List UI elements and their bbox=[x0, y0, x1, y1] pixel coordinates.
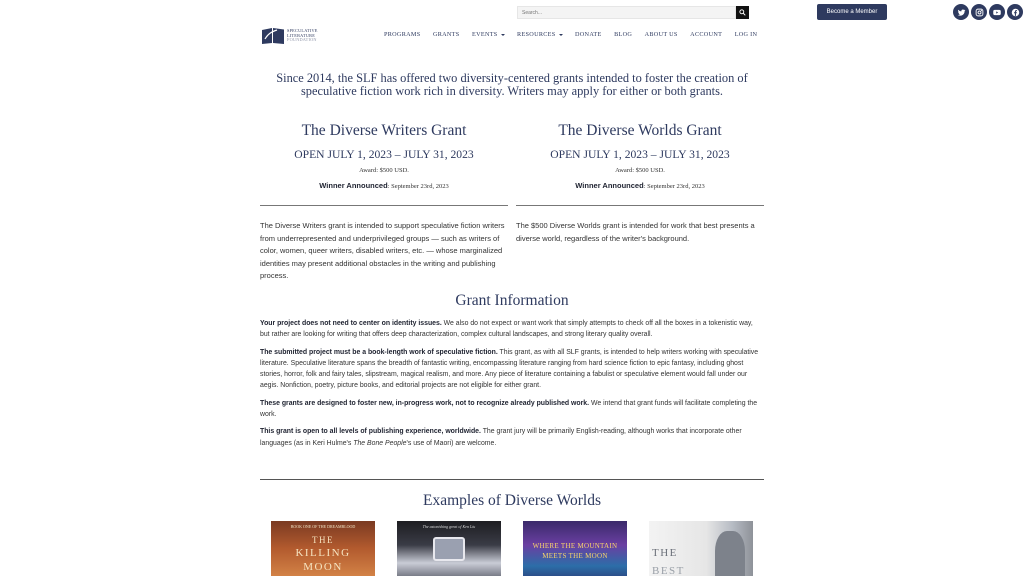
diverse-worlds-grant bbox=[516, 122, 764, 190]
diverse-writers-grant bbox=[260, 122, 508, 190]
examples-title: Examples of Diverse Worlds bbox=[423, 492, 601, 509]
nav-donate[interactable]: DONATE bbox=[575, 31, 602, 38]
grant-description: The Diverse Writers grant is intended to support speculative fiction writers from underrepresented and underprivileged groups — such as writers of color, women, queer writers, disabled writers, etc. — whose marginalized identities may present additional obstacles in the writing and publishing process. bbox=[260, 221, 505, 280]
youtube-icon[interactable] bbox=[989, 4, 1005, 20]
info-paragraph: These grants are designed to foster new, in-progress work, not to recognize already published work. We intend that grant funds will facilitate completing the work. bbox=[260, 399, 758, 419]
nav-events[interactable]: EVENTS bbox=[472, 31, 505, 38]
grant-title: The Diverse Writers Grant bbox=[301, 122, 467, 139]
grant-information-title: Grant Information bbox=[455, 292, 569, 309]
search-icon bbox=[739, 9, 746, 16]
logo-text: SPECULATIVE LITERATURE FOUNDATION bbox=[287, 28, 318, 43]
book-cover-ken-liu[interactable]: The astonishing great of Ken Liu bbox=[397, 521, 501, 576]
nav-grants[interactable]: GRANTS bbox=[432, 31, 460, 38]
intro-text: Since 2014, the SLF has offered two diversity-centered grants intended to foster the creation of speculative fiction work rich in diversity. Writers may apply for either or both grants. bbox=[276, 71, 748, 99]
become-member-button[interactable]: Become a Member bbox=[817, 4, 887, 20]
info-paragraph: This grant is open to all levels of publishing experience, worldwide. The grant jury will be primarily English-reading, although works that incorporate other languages (as in Keri Hulme's The Bone People's use of Maori) are welcome. bbox=[260, 428, 742, 447]
nav-programs[interactable]: PROGRAMS bbox=[384, 31, 421, 38]
divider bbox=[260, 205, 508, 206]
book-cover-the-best[interactable]: THE BEST bbox=[649, 521, 753, 576]
main-nav bbox=[384, 31, 770, 38]
grant-title: The Diverse Worlds Grant bbox=[558, 122, 722, 139]
info-paragraph: Your project does not need to center on identity issues. We also do not expect or want work that simply attempts to check off all the boxes in a tokenistic way, but rather are looking for writing that offers deep characterization, complex cultural landscapes, and strong literary quality overall. bbox=[260, 320, 753, 339]
nav-resources[interactable]: RESOURCES bbox=[517, 31, 562, 38]
chevron-down-icon bbox=[501, 34, 505, 36]
instagram-icon[interactable] bbox=[971, 4, 987, 20]
nav-account[interactable]: ACCOUNT bbox=[690, 31, 723, 38]
grant-award: Award: $500 USD. bbox=[359, 167, 409, 174]
search-input[interactable] bbox=[517, 6, 736, 19]
facebook-icon[interactable] bbox=[1007, 4, 1023, 20]
nav-log-in[interactable]: LOG IN bbox=[734, 31, 758, 38]
nav-blog[interactable]: BLOG bbox=[614, 31, 633, 38]
book-cover-where-the-mountain[interactable]: WHERE THE MOUNTAIN MEETS THE MOON bbox=[523, 521, 627, 576]
divider bbox=[260, 479, 764, 480]
book-covers bbox=[271, 521, 753, 576]
book-cover-killing-moon[interactable]: BOOK ONE OF THE DREAMBLOOD THE KILLING MOON bbox=[271, 521, 375, 576]
grant-description: The $500 Diverse Worlds grant is intended for work that best presents a diverse world, regardless of the writer's background. bbox=[516, 221, 755, 243]
divider bbox=[516, 205, 764, 206]
social-links bbox=[953, 4, 1023, 20]
search-bar bbox=[517, 6, 749, 19]
nav-about-us[interactable]: ABOUT US bbox=[644, 31, 678, 38]
book-logo-icon bbox=[261, 27, 285, 45]
search-button[interactable] bbox=[736, 6, 749, 19]
chevron-down-icon bbox=[559, 34, 563, 36]
grant-open-dates: OPEN JULY 1, 2023 – JULY 31, 2023 bbox=[294, 148, 474, 161]
site-logo[interactable] bbox=[261, 27, 318, 45]
grant-winner: Winner Announced: September 23rd, 2023 bbox=[319, 181, 449, 190]
grant-information-body bbox=[260, 318, 764, 455]
grant-award: Award: $500 USD. bbox=[615, 167, 665, 174]
grant-open-dates: OPEN JULY 1, 2023 – JULY 31, 2023 bbox=[550, 148, 730, 161]
grant-winner: Winner Announced: September 23rd, 2023 bbox=[575, 181, 705, 190]
info-paragraph: The submitted project must be a book-length work of speculative fiction. This grant, as with all SLF grants, is intended to help writers working with speculative literature. Speculative literature spans the breadth of fantastic writing, encompassing literature ranging from hard science fiction to epic fantasy, including ghost stories, horror, folk and fairy tales, slipstream, magical realism, and more. Any piece of literature containing a fabulist or speculative element would fall under our aegis. Nonfiction, poetry, picture books, and editorial projects are not eligible for either grant. bbox=[260, 348, 759, 390]
twitter-icon[interactable] bbox=[953, 4, 969, 20]
